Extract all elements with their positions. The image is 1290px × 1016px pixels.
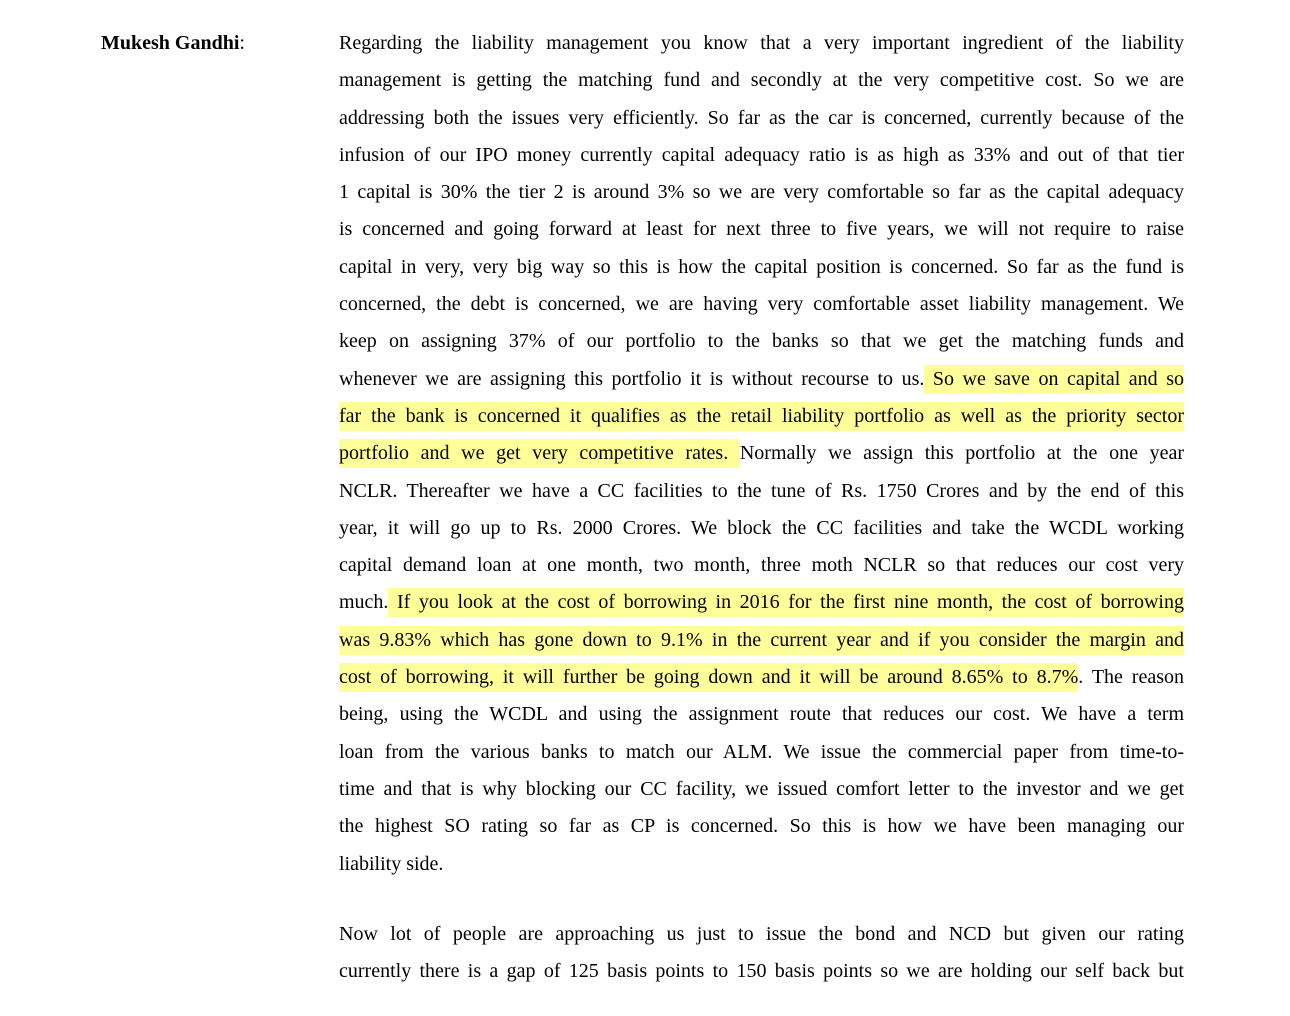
text-line	[339, 437, 1184, 474]
text-line	[339, 363, 1184, 400]
text-segment: is concerned and going forward at least for next three to five years, we will not require to raise	[339, 218, 1184, 241]
text-line	[339, 848, 1184, 885]
text-line	[339, 512, 1184, 549]
text-segment: addressing both the issues very efficiently. So far as the car is concerned, currently because of the	[339, 106, 1184, 129]
text-line	[339, 955, 1184, 992]
text-segment: currently there is a gap of 125 basis points to 150 basis points so we are holding our self back but	[339, 960, 1184, 983]
text-line	[339, 213, 1184, 250]
text-segment: the highest SO rating so far as CP is concerned. So this is how we have been managing our	[339, 815, 1184, 838]
text-line	[339, 64, 1184, 101]
text-line	[339, 624, 1184, 661]
text-segment: time and that is why blocking our CC facility, we issued comfort letter to the investor and we get	[339, 777, 1184, 800]
text-line	[339, 325, 1184, 362]
text-line	[339, 698, 1184, 735]
highlighted-text: far the bank is concerned it qualifies as the retail liability portfolio as well as the priority sector	[339, 402, 1184, 431]
text-segment: management is getting the matching fund and secondly at the very competitive cost. So we are	[339, 69, 1184, 92]
text-segment: Normally we assign this portfolio at the one year	[739, 442, 1185, 465]
text-segment: being, using the WCDL and using the assignment route that reduces our cost. We have a term	[339, 703, 1184, 726]
highlighted-text: If you look at the cost of borrowing in 2016 for the first nine month, the cost of borrowing	[388, 588, 1184, 617]
text-segment: much.	[339, 591, 389, 614]
text-segment: Now lot of people are approaching us just to issue the bond and NCD but given our rating	[339, 922, 1184, 945]
highlighted-text: cost of borrowing, it will further be going down and it will be around 8.65% to 8.7%	[339, 663, 1078, 692]
text-line	[339, 586, 1184, 623]
text-line	[339, 288, 1184, 325]
text-line	[339, 176, 1184, 213]
text-line	[339, 475, 1184, 512]
text-line	[339, 736, 1184, 773]
text-segment: NCLR. Thereafter we have a CC facilities to the tune of Rs. 1750 Crores and by the end of this	[339, 479, 1184, 502]
text-segment: capital in very, very big way so this is how the capital position is concerned. So far as the fund is	[339, 255, 1184, 278]
highlighted-text: portfolio and we get very competitive rates.	[339, 439, 740, 468]
text-segment: liability side.	[339, 852, 444, 875]
text-line	[339, 400, 1184, 437]
text-segment: loan from the various banks to match our ALM. We issue the commercial paper from time-to-	[339, 740, 1184, 763]
text-segment: year, it will go up to Rs. 2000 Crores. We block the CC facilities and take the WCDL working	[339, 516, 1184, 539]
text-segment: keep on assigning 37% of our portfolio to the banks so that we get the matching funds and	[339, 330, 1184, 353]
paragraph	[339, 27, 1184, 885]
text-segment: whenever we are assigning this portfolio it is without recourse to us.	[339, 367, 925, 390]
text-segment: . The reason	[1078, 666, 1184, 689]
transcript-body	[339, 27, 1184, 992]
speaker-colon: :	[239, 32, 245, 54]
text-segment: 1 capital is 30% the tier 2 is around 3% so we are very comfortable so far as the capital adequacy	[339, 181, 1184, 204]
text-line	[339, 810, 1184, 847]
speaker-label	[101, 27, 245, 59]
text-line	[339, 27, 1184, 64]
text-segment: infusion of our IPO money currently capital adequacy ratio is as high as 33% and out of that tier	[339, 143, 1184, 166]
highlighted-text: was 9.83% which has gone down to 9.1% in the current year and if you consider the margin and	[339, 626, 1184, 655]
paragraph-gap	[339, 885, 1184, 918]
text-segment: Regarding the liability management you know that a very important ingredient of the liability	[339, 32, 1184, 54]
text-line	[339, 918, 1184, 955]
text-line	[339, 773, 1184, 810]
text-segment: capital demand loan at one month, two month, three moth NCLR so that reduces our cost very	[339, 554, 1184, 577]
paragraph	[339, 918, 1184, 993]
speaker-name: Mukesh Gandhi	[101, 32, 240, 54]
text-line	[339, 661, 1184, 698]
text-line	[339, 102, 1184, 139]
text-line	[339, 549, 1184, 586]
text-line	[339, 139, 1184, 176]
highlighted-text: So we save on capital and so	[924, 365, 1184, 394]
text-line	[339, 251, 1184, 288]
text-segment: concerned, the debt is concerned, we are having very comfortable asset liability management. We	[339, 293, 1184, 316]
